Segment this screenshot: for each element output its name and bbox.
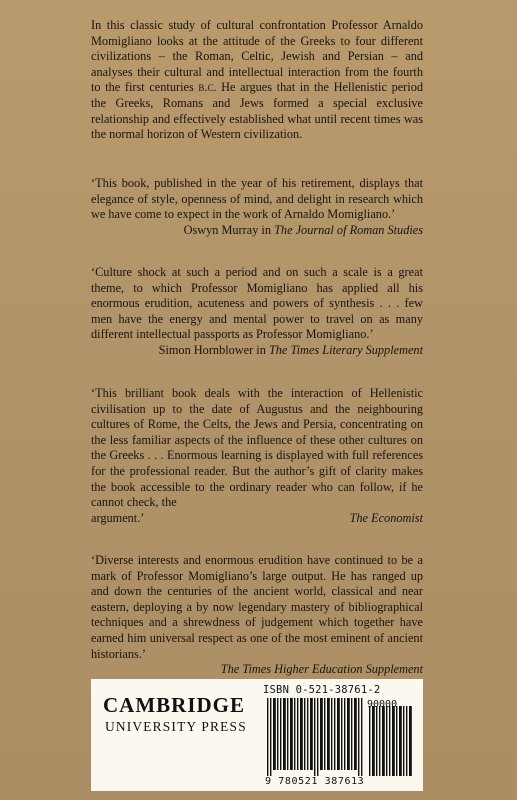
isbn-label: ISBN 0-521-38761-2	[263, 684, 381, 696]
publisher-logo-name: CAMBRIDGE	[103, 693, 246, 717]
ean-number: 9 780521 387613	[265, 776, 365, 787]
review-source: The Times Higher Education Supplement	[220, 662, 423, 677]
blurb-paragraph	[91, 18, 423, 143]
blurb-text-2: He argues that in the Hellenistic period the Greeks, Romans and Jews formed a special exclusive relationship and effectively established what until recent times was the normal horizon of Western civilization.	[91, 80, 423, 142]
review-4	[91, 553, 423, 678]
review-attribution	[91, 662, 423, 678]
review-attribution	[91, 223, 423, 239]
publisher-logo-sub: UNIVERSITY PRESS	[105, 719, 247, 734]
review-quote: ‘This brilliant book deals with the interaction of Hellenistic civilisation up to the date of Augustus and the neighbouring cultures of Rome, the Celts, the Jews and Persia, concentrating on the less familiar aspects of the influence of these other cultures on the Greeks . . . Enormous learning is displayed with full references for the professional reader. But the author’s gift of clarity makes the book accessible to the ordinary reader who can follow, if he cannot check, the	[91, 386, 423, 510]
review-source: The Economist	[349, 510, 423, 525]
review-author: Simon Hornblower in	[158, 342, 269, 357]
publisher-barcode-panel	[91, 679, 423, 791]
review-1	[91, 176, 423, 238]
review-quote: ‘This book, published in the year of his retirement, displays that elegance of style, openness of mind, and delight in research which we have come to expect in the work of Arnaldo Momigliano.’	[91, 176, 423, 222]
barcode-addon: 90000	[367, 699, 398, 710]
review-quote: ‘Diverse interests and enormous erudition have continued to be a mark of Professor Momigliano’s large output. He has ranged up and down the centuries of the ancient world, classical and near eastern, deploying a by now legendary mastery of bibliographical techniques and a shrewdness of judgement which together have earned him universal respect as one of the most eminent of ancient historians.’	[91, 553, 423, 661]
review-attribution	[91, 343, 423, 359]
review-quote-tail: argument.’	[91, 510, 145, 525]
review-source: The Journal of Roman Studies	[274, 222, 423, 237]
review-2	[91, 265, 423, 359]
blurb-era: b.c.	[198, 80, 217, 95]
review-3	[91, 386, 423, 526]
review-source: The Times Literary Supplement	[268, 342, 423, 357]
review-author: Oswyn Murray in	[183, 222, 275, 237]
review-quote: ‘Culture shock at such a period and on such a scale is a great theme, to which Professor Momigliano has applied all his enormous erudition, acuteness and powers of synthesis . . . few men have the energy and mental power to travel on as many different intellectual passports as Professor Momigliano.’	[91, 265, 423, 342]
review-attribution	[91, 511, 423, 527]
blurb-text-1: In this classic study of cultural confrontation Professor Arnaldo Momigliano looks at the attitude of the Greeks to four different civilizations – the Roman, Celtic, Jewish and Persian – and analyses their cultural and intellectual interaction from the fourth to the first centuries	[91, 18, 423, 95]
